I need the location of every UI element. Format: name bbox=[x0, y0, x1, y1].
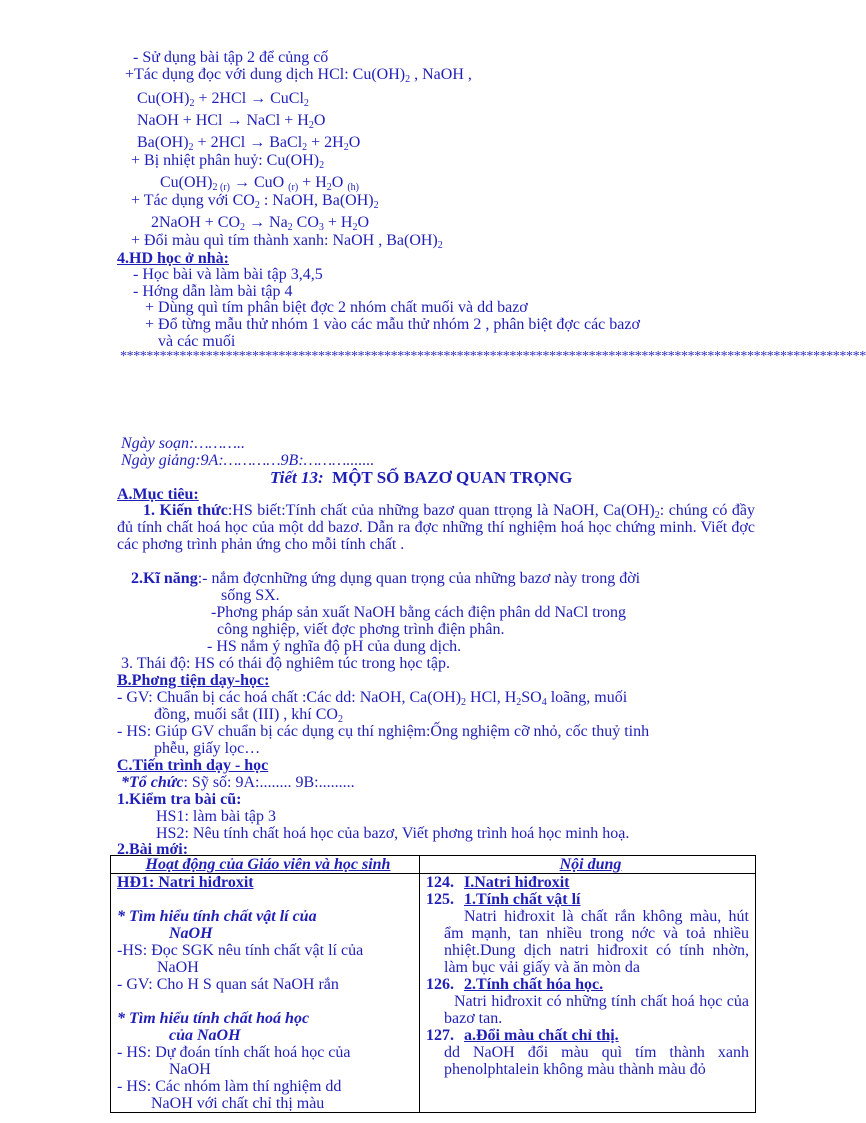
equation-4: $Cu(OH)_{2 (r)}$ → CuO $_{(r)} + H_2O$ $_{(h)}$ bbox=[160, 174, 359, 193]
physical-task-cont: NaOH bbox=[169, 925, 213, 942]
skills-line-2: sống SX. bbox=[221, 587, 280, 604]
homework-heading: 4.HD học ở nhà: bbox=[117, 250, 229, 267]
content-indicator-text: dd NaOH đổi màu quì tím thành xanh phenolphtalein không màu thành màu đỏ bbox=[444, 1044, 749, 1078]
homework-line-4: + Đổ từng mẫu thử nhóm 1 vào các mẫu thử nhóm 2 , phân biệt đợc các bazơ bbox=[145, 316, 640, 333]
knowledge-paragraph: 1. Kiến thức:HS biết:Tính chất của những bazơ quan ttrọng là NaOH, $Ca(OH)_2$: chúng có đầy đủ tính chất hoá học của một dd bazơ. Dẫn ra đợc những thí nghiệm hoá học chứng minh. Viết đợc các phơng trình phản ứng cho mỗi tính chất . bbox=[117, 502, 755, 553]
equation-2: NaOH + HCl → NaCl + $H_2O$ bbox=[137, 112, 326, 131]
content-chemical-text: Natri hiđroxit có những tính chất hoá học của bazơ tan. bbox=[444, 993, 749, 1027]
hs-read-sgk-cont: NaOH bbox=[157, 959, 199, 976]
hs-line-2: phễu, giấy lọc… bbox=[154, 740, 261, 757]
equation-5: 2NaOH + $CO_2 \to Na_2$ $CO_3 + H_2O$ bbox=[151, 214, 370, 233]
check-heading: 1.Kiểm tra bài cũ: bbox=[117, 791, 242, 808]
homework-line-1: - Học bài và làm bài tập 3,4,5 bbox=[133, 266, 323, 283]
review-line-10: + Đổi màu quì tím thành xanh: NaOH , $Ba(OH)_2$ bbox=[131, 232, 443, 251]
content-chemical-heading: 126. 2.Tính chất hóa học. bbox=[426, 976, 604, 993]
skills-line-1: 2.Kĩ năng:- nắm đợcnhững ứng dụng quan trọng của những bazơ này trong đời bbox=[131, 570, 641, 587]
physical-task: * Tìm hiểu tính chất vật lí của bbox=[117, 908, 317, 925]
homework-line-3: + Dùng quì tím phân biệt đợc 2 nhóm chất muối và dd bazơ bbox=[145, 299, 528, 316]
homework-line-5: và các muối bbox=[158, 333, 236, 350]
separator-stars: ***************************************************************************************************************** bbox=[120, 349, 866, 364]
new-lesson-heading: 2.Bài mới: bbox=[117, 841, 189, 858]
organization-line: *Tổ chức: Sỹ số: 9A:........ 9B:......... bbox=[121, 774, 355, 791]
content-cell bbox=[420, 874, 756, 1113]
check-line-2: HS2: Nêu tính chất hoá học của bazơ, Viết phơng trình hoá học minh hoạ. bbox=[156, 825, 630, 842]
lesson-title: Tiết 13: MỘT SỐ BAZƠ QUAN TRỌNG bbox=[270, 468, 573, 487]
homework-line-2: - Hớng dẫn làm bài tập 4 bbox=[133, 283, 293, 300]
resources-heading: B.Phơng tiện dạy-học: bbox=[117, 672, 270, 689]
chemical-task-cont: của NaOH bbox=[169, 1027, 241, 1044]
hs-line-1: - HS: Giúp GV chuẩn bị các dụng cụ thí nghiệm:Ống nghiệm cỡ nhỏ, cốc thuỷ tinh bbox=[117, 723, 650, 740]
hs-experiment: - HS: Các nhóm làm thí nghiệm dd bbox=[117, 1078, 342, 1095]
skills-line-3: -Phơng pháp sản xuất NaOH bằng cách điện phân dd NaCl trong bbox=[211, 604, 627, 621]
objectives-heading: A.Mục tiêu: bbox=[117, 486, 199, 503]
header-content: Nội dung bbox=[420, 856, 756, 874]
gv-line-2: đồng, muối sắt (III) , khí $CO_2$ bbox=[154, 706, 343, 725]
hs-predict-cont: NaOH bbox=[169, 1061, 211, 1078]
date-prepared: Ngày soạn:……….. bbox=[121, 435, 246, 452]
hs-read-sgk: -HS: Đọc SGK nêu tính chất vật lí của bbox=[117, 942, 364, 959]
hs-experiment-cont: NaOH với chất chỉ thị màu bbox=[151, 1095, 325, 1112]
content-indicator-heading: 127. a.Đổi màu chất chỉ thị. bbox=[426, 1027, 619, 1044]
gv-show-solid: - GV: Cho H S quan sát NaOH rắn bbox=[117, 976, 339, 993]
attitude-line: 3. Thái độ: HS có thái độ nghiêm túc trong học tập. bbox=[121, 655, 450, 672]
activities-cell bbox=[111, 874, 420, 1113]
review-line-1: - Sử dụng bài tập 2 để củng cố bbox=[133, 49, 329, 66]
equation-3: $Ba(OH)_2 + 2HCl$ → BaCl$_2$ + $2H_2O$ bbox=[137, 134, 361, 153]
table-row bbox=[111, 874, 756, 1113]
equation-1: $Cu(OH)_2 + 2HCl$ → CuCl$_2$ bbox=[137, 90, 309, 109]
skills-line-5: - HS nắm ý nghĩa độ pH của dung dịch. bbox=[207, 638, 462, 655]
activity-heading: HĐ1: Natri hiđroxit bbox=[117, 874, 254, 891]
chemical-task: * Tìm hiểu tính chất hoá học bbox=[117, 1010, 310, 1027]
gv-line-1: - GV: Chuẩn bị các hoá chất :Các dd: NaOH, $Ca(OH)_2$ HCl, $H_2SO_4$ loãng, muối bbox=[117, 689, 628, 708]
activity-table bbox=[110, 855, 756, 1113]
header-activities: Hoạt động của Giáo viên và học sinh bbox=[111, 856, 420, 874]
review-line-6: + Bị nhiệt phân huỷ: $Cu(OH)_2$ bbox=[131, 152, 325, 171]
date-teaching: Ngày giảng:9A:…………9B:………....... bbox=[121, 452, 375, 469]
review-line-8: + Tác dụng với $CO_2$ : NaOH, $Ba(OH)_2$ bbox=[131, 192, 379, 211]
check-line-1: HS1: làm bài tập 3 bbox=[156, 808, 276, 825]
table-header-row bbox=[111, 856, 756, 874]
content-physical-text: Natri hiđroxit là chất rắn không màu, hút ẩm mạnh, tan nhiều trong nớc và toả nhiều nhiệt.Dung dịch natri hiđroxit có tính nhờn, làm bục vải giấy và ăn mòn da bbox=[444, 908, 749, 976]
content-section-i: 124. I.Natri hiđroxit bbox=[426, 874, 570, 891]
skills-line-4: công nghiệp, viết đợc phơng trình điện phân. bbox=[217, 621, 505, 638]
review-line-2: +Tác dụng đọc với dung dịch HCl: $Cu(OH)_2$ , NaOH , bbox=[125, 66, 472, 85]
procedure-heading: C.Tiến trình dạy - học bbox=[117, 757, 269, 774]
content-physical-heading: 125. 1.Tính chất vật lí bbox=[426, 891, 581, 908]
hs-predict: - HS: Dự đoán tính chất hoá học của bbox=[117, 1044, 351, 1061]
